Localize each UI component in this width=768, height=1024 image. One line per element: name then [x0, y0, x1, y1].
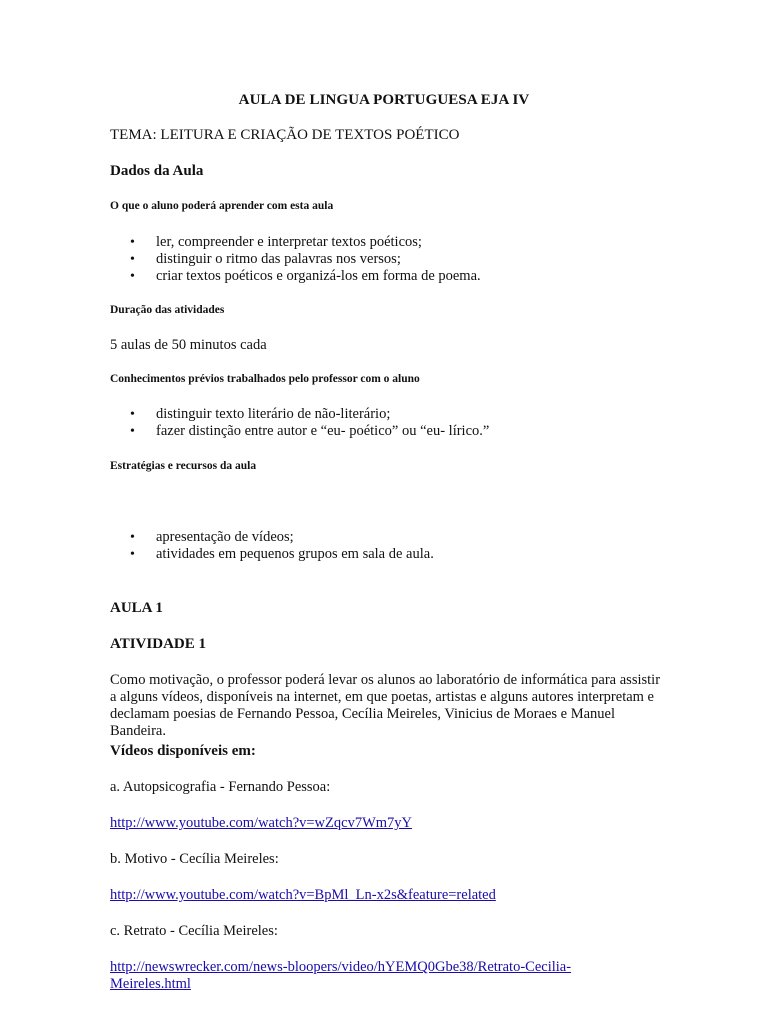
duration-text: 5 aulas de 50 minutos cada: [110, 337, 267, 353]
prior-list: [130, 406, 489, 440]
video-a-link[interactable]: http://www.youtube.com/watch?v=wZqcv7Wm7yY: [110, 815, 413, 831]
aula1-heading: AULA 1: [110, 600, 163, 616]
learn-list: [130, 234, 481, 285]
list-item: • distinguir o ritmo das palavras nos versos;: [130, 251, 481, 268]
strategy-heading: Estratégias e recursos da aula: [110, 460, 257, 472]
video-b-link[interactable]: http://www.youtube.com/watch?v=BpMl_Ln-x2s&feature=related: [110, 887, 496, 903]
atividade1-heading: ATIVIDADE 1: [110, 636, 206, 652]
theme-line: TEMA: LEITURA E CRIAÇÃO DE TEXTOS POÉTICO: [110, 127, 460, 143]
list-item: • distinguir texto literário de não-literário;: [130, 406, 489, 423]
motivation-paragraph: Como motivação, o professor poderá levar os alunos ao laboratório de informática para assistir a alguns vídeos, disponíveis na internet, em que poetas, artistas e alguns autores interpretam e declamam poesias de Fernando Pessoa, Cecília Meireles, Vinicius de Moraes e Manuel Bandeira.: [110, 672, 661, 739]
document-title: AULA DE LINGUA PORTUGUESA EJA IV: [238, 92, 530, 108]
learn-heading: O que o aluno poderá aprender com esta aula: [110, 200, 334, 212]
video-c-label: c. Retrato - Cecília Meireles:: [110, 923, 278, 939]
list-item: • ler, compreender e interpretar textos poéticos;: [130, 234, 481, 251]
strategy-list: [130, 529, 434, 563]
prior-heading: Conhecimentos prévios trabalhados pelo professor com o aluno: [110, 373, 420, 385]
list-item: • apresentação de vídeos;: [130, 529, 434, 546]
duration-heading: Duração das atividades: [110, 304, 225, 316]
list-item: • criar textos poéticos e organizá-los em forma de poema.: [130, 268, 481, 285]
dados-heading: Dados da Aula: [110, 163, 204, 179]
videos-heading: Vídeos disponíveis em:: [110, 743, 256, 759]
video-c-link[interactable]: http://newswrecker.com/news-bloopers/video/hYEMQ0Gbe38/Retrato-Cecilia-Meireles.html: [110, 959, 572, 992]
video-a-label: a. Autopsicografia - Fernando Pessoa:: [110, 779, 331, 795]
list-item: • atividades em pequenos grupos em sala de aula.: [130, 546, 434, 563]
video-b-label: b. Motivo - Cecília Meireles:: [110, 851, 279, 867]
list-item: • fazer distinção entre autor e “eu- poético” ou “eu- lírico.”: [130, 423, 489, 440]
